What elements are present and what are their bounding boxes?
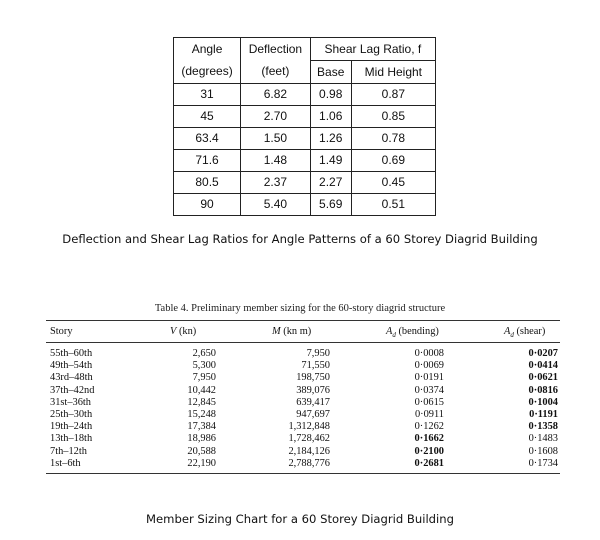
cell-mid-height: 0.87 (351, 84, 435, 106)
cell-m: 639,417 (296, 396, 330, 408)
cell-m: 947,697 (296, 409, 330, 420)
table-header-rule (46, 342, 560, 343)
cell-deflection: 1.50 (241, 128, 311, 150)
cell-ad-shear: 0·0816 (528, 384, 558, 396)
table-bottom-rule (46, 473, 560, 474)
cell-angle: 90 (174, 194, 241, 216)
header-deflection-unit: (feet) (241, 61, 311, 84)
member-sizing-table-title: Table 4. Preliminary member sizing for the 60-story diagrid structure (154, 303, 446, 314)
cell-story: 37th–42nd (50, 384, 95, 396)
cell-m: 2,184,126 (288, 445, 330, 457)
cell-m: 7,950 (306, 348, 330, 359)
cell-story: 25th–30th (50, 409, 93, 420)
table-row (174, 106, 436, 128)
cell-m: 71,550 (301, 360, 330, 372)
angle-pattern-table (173, 37, 436, 216)
cell-m: 198,750 (296, 372, 330, 384)
cell-mid-height: 0.45 (351, 172, 435, 194)
cell-v: 2,650 (192, 348, 216, 359)
cell-v: 18,986 (187, 433, 216, 445)
cell-story: 13th–18th (50, 433, 93, 445)
cell-ad-bending: 0·2681 (414, 457, 444, 469)
cell-base: 1.26 (310, 128, 351, 150)
cell-mid-height: 0.69 (351, 150, 435, 172)
header-mid-height: Mid Height (351, 61, 435, 84)
cell-v: 22,190 (187, 457, 216, 469)
cell-v: 15,248 (187, 409, 216, 420)
cell-base: 0.98 (310, 84, 351, 106)
cell-mid-height: 0.51 (351, 194, 435, 216)
cell-story: 55th–60th (50, 348, 93, 359)
cell-ad-shear: 0·1004 (528, 396, 558, 408)
table-row (174, 84, 436, 106)
cell-deflection: 6.82 (241, 84, 311, 106)
cell-v: 5,300 (192, 360, 216, 372)
cell-deflection: 1.48 (241, 150, 311, 172)
cell-v: 7,950 (192, 372, 216, 384)
cell-ad-shear: 0·0207 (528, 348, 558, 359)
cell-ad-bending: 0·0008 (414, 348, 444, 359)
cell-ad-bending: 0·0191 (414, 372, 444, 384)
cell-base: 1.06 (310, 106, 351, 128)
cell-ad-shear: 0·1734 (528, 457, 558, 469)
cell-base: 1.49 (310, 150, 351, 172)
header-ad-bending: $A_d$ (bending) (386, 326, 439, 340)
cell-story: 31st–36th (50, 396, 91, 408)
cell-deflection: 5.40 (241, 194, 311, 216)
angle-pattern-table-body (174, 84, 436, 216)
caption-member-sizing: Member Sizing Chart for a 60 Storey Diagrid Building (146, 512, 454, 526)
table-row (174, 172, 436, 194)
header-angle: Angle (174, 38, 241, 61)
header-shear-lag: Shear Lag Ratio, f (310, 38, 435, 61)
cell-ad-bending: 0·0374 (414, 384, 444, 396)
cell-base: 5.69 (310, 194, 351, 216)
cell-ad-shear: 0·0621 (528, 372, 558, 384)
header-m: M (kn m) (272, 326, 312, 337)
cell-deflection: 2.37 (241, 172, 311, 194)
table-top-rule (46, 320, 560, 321)
cell-ad-bending: 0·1662 (414, 433, 444, 445)
cell-v: 12,845 (187, 396, 216, 408)
cell-ad-bending: 0·2100 (414, 445, 444, 457)
cell-story: 1st–6th (50, 457, 81, 469)
cell-mid-height: 0.85 (351, 106, 435, 128)
cell-m: 389,076 (296, 384, 330, 396)
cell-story: 19th–24th (50, 421, 93, 433)
cell-ad-shear: 0·1358 (528, 421, 558, 433)
header-v: V (kn) (170, 326, 197, 337)
cell-story: 7th–12th (50, 445, 87, 457)
cell-ad-bending: 0·0069 (414, 360, 444, 372)
cell-m: 1,312,848 (288, 421, 330, 433)
cell-m: 1,728,462 (288, 433, 330, 445)
cell-ad-bending: 0·1262 (414, 421, 444, 433)
cell-deflection: 2.70 (241, 106, 311, 128)
cell-angle: 45 (174, 106, 241, 128)
header-story: Story (50, 326, 73, 337)
cell-angle: 80.5 (174, 172, 241, 194)
cell-ad-shear: 0·1608 (528, 445, 558, 457)
cell-angle: 63.4 (174, 128, 241, 150)
cell-base: 2.27 (310, 172, 351, 194)
table-row (174, 194, 436, 216)
cell-story: 49th–54th (50, 360, 93, 372)
cell-ad-bending: 0·0911 (414, 409, 444, 420)
cell-v: 20,588 (187, 445, 216, 457)
cell-ad-shear: 0·0414 (528, 360, 558, 372)
cell-m: 2,788,776 (288, 457, 330, 469)
header-ad-shear: $A_d$ (shear) (504, 326, 546, 340)
table-row (174, 150, 436, 172)
cell-ad-shear: 0·1483 (528, 433, 558, 445)
cell-ad-shear: 0·1191 (529, 409, 558, 420)
header-angle-unit: (degrees) (174, 61, 241, 84)
header-base: Base (310, 61, 351, 84)
cell-story: 43rd–48th (50, 372, 93, 384)
cell-v: 17,384 (187, 421, 216, 433)
cell-angle: 31 (174, 84, 241, 106)
cell-ad-bending: 0·0615 (414, 396, 444, 408)
cell-mid-height: 0.78 (351, 128, 435, 150)
caption-angle-table: Deflection and Shear Lag Ratios for Angle Patterns of a 60 Storey Diagrid Building (62, 232, 538, 246)
table-row (174, 128, 436, 150)
cell-angle: 71.6 (174, 150, 241, 172)
cell-v: 10,442 (187, 384, 216, 396)
header-deflection: Deflection (241, 38, 311, 61)
